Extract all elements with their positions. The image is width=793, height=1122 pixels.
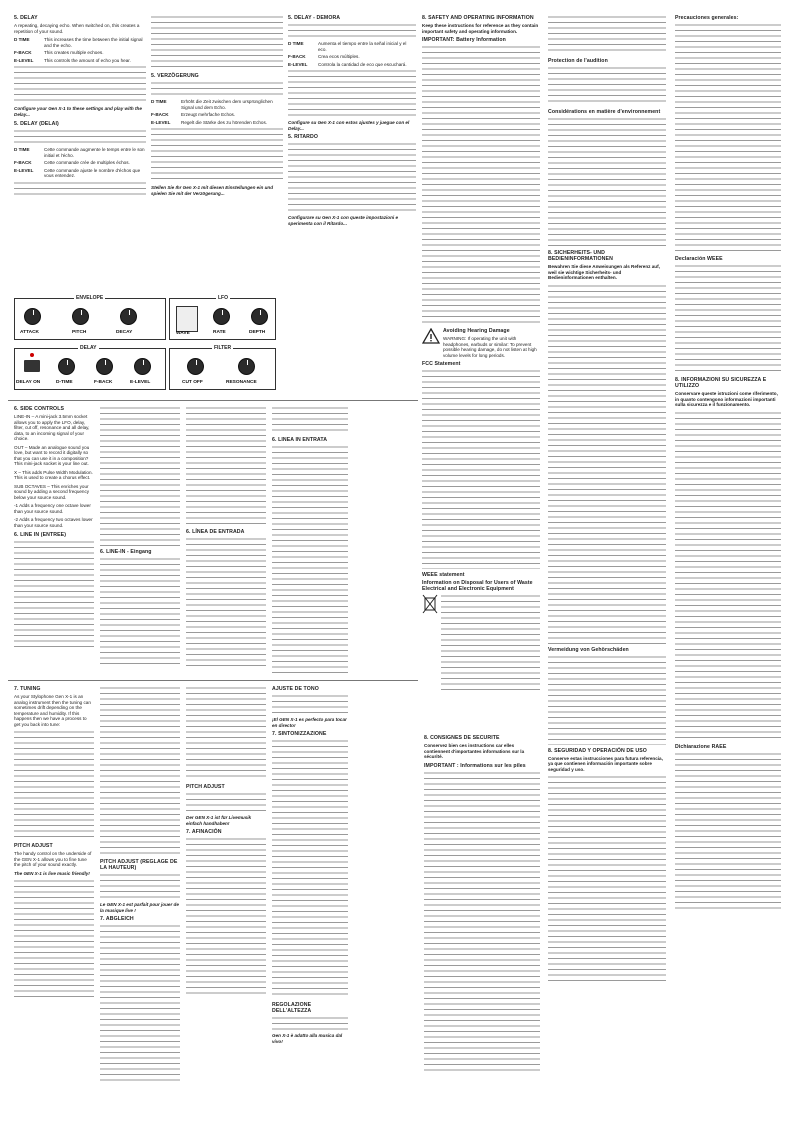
battery-heading: IMPORTANT: Battery Information	[422, 37, 506, 43]
delay-led	[30, 353, 34, 357]
divider	[8, 680, 418, 681]
section-title-fr: 5. DELAY (DELAI)	[14, 121, 59, 127]
body-text	[186, 686, 266, 781]
def-elevel-fr: E-LEVEL Cette commande ajuste le nombre d'échos que vous entendez.	[14, 167, 141, 178]
hearing-heading-fr: Protection de l'audition	[548, 58, 608, 64]
def-fback-es: F-BACK Crea ecos múltiples.	[288, 54, 360, 59]
warning-triangle-icon	[422, 328, 440, 344]
body-text	[100, 686, 180, 856]
hearing-warning	[422, 328, 540, 358]
warning-title: Avoiding Hearing Damage	[443, 328, 510, 334]
body-text	[675, 752, 781, 912]
filter-label: FILTER	[214, 345, 232, 351]
dtime-label: D-TIME	[56, 380, 73, 385]
body-text	[675, 264, 781, 374]
section-title-es: 8. SEGURIDAD Y OPERACIÓN DE USO	[548, 747, 647, 754]
body-text	[186, 792, 266, 812]
body-text	[14, 879, 94, 999]
italic-note: Le GEN X-1 est parfait pour jouer de la musique live !	[100, 902, 179, 913]
synth-panel-diagram	[14, 290, 277, 390]
pitch-heading-it: REGOLAZIONE DELL'ALTEZZA	[272, 1002, 312, 1014]
section-8-spanish-italian	[675, 15, 781, 912]
weee-subheading: Information on Disposal for Users of Waste Electrical and Electronic Equipment	[422, 580, 533, 592]
body-text	[100, 557, 180, 667]
body-text	[186, 537, 266, 667]
body-text	[288, 69, 416, 117]
section-7-german	[186, 686, 266, 997]
body-text	[151, 127, 283, 182]
section-title-de: 8. SICHERHEITS- UND BEDIENINFORMATIONEN	[548, 250, 613, 262]
rate-label: RATE	[213, 330, 226, 335]
resonance-knob	[238, 358, 255, 375]
body-text	[14, 129, 146, 145]
section-7-english	[14, 686, 94, 999]
divider	[8, 400, 418, 401]
subtitle-fr: Conservez bien ces instructions car elles contiennent d'importantes informations sur la sécurité.	[424, 743, 525, 759]
body-text	[548, 775, 666, 985]
body-text	[14, 181, 146, 197]
elevel-label: E-LEVEL	[130, 380, 151, 385]
section-5-spanish	[288, 15, 416, 229]
section-8-french	[424, 735, 540, 1071]
dtime-knob	[58, 358, 75, 375]
rate-knob	[213, 308, 230, 325]
fcc-heading: FCC Statement	[422, 361, 461, 367]
intro-text: A repeating, decaying echo. When switched on, this creates a repetition of your sound.	[14, 23, 140, 34]
attack-label: ATTACK	[20, 330, 40, 335]
para: As your Stylophone Gen X-1 is an analog instrument then the tuning can sometimes drift depending on the temperature and humidity. If this happens then we have a process to get you back into tune:	[14, 694, 91, 727]
def-elevel-de: E-LEVEL Regelt die Stärke des zu hörenden Echos.	[151, 119, 268, 125]
attack-knob	[24, 308, 41, 325]
fback-label: F-BACK	[94, 380, 113, 385]
italic-note: Configure su Gen X-1 con estos ajustes y juegue con el Delay...	[288, 120, 410, 131]
crossed-bin-icon	[422, 594, 438, 614]
italic-note: Der GEN X-1 ist für Livemusik einfach handhaben!	[186, 815, 252, 826]
warning-text: WARNING: If operating the unit with headphones, earbuds or similar: To prevent possible hearing damage, do not listen at high volume levels for long periods.	[443, 336, 537, 358]
lfo-label: LFO	[218, 295, 228, 301]
section-title: 7. TUNING	[14, 686, 41, 692]
section-7-italian	[272, 686, 348, 1047]
wave-label: WAVE	[176, 331, 190, 336]
italic-note: The GEN X-1 is live music friendly!	[14, 870, 90, 876]
section-6-german	[186, 406, 266, 667]
resonance-label: RESONANCE	[226, 380, 257, 385]
section-title: 5. DELAY	[14, 15, 38, 21]
subtitle: Keep these instructions for reference as they contain important safety and operating information.	[422, 23, 539, 34]
pitch-heading-de: PITCH ADJUST	[186, 784, 225, 790]
section-7-french	[100, 686, 180, 1084]
body-text	[100, 406, 180, 546]
envelope-label: ENVELOPE	[76, 295, 104, 301]
delay-on-label: DELAY ON	[16, 380, 41, 385]
body-text	[272, 445, 348, 675]
body-text	[548, 15, 666, 55]
section-title-it: 8. INFORMAZIONI SU SICUREZZA E UTILIZZO	[675, 377, 767, 389]
section-8-english	[422, 15, 540, 694]
para: SUB OCTAVES – This enriches your sound by adding a second frequency below your source sound.	[14, 483, 90, 500]
body-text	[548, 284, 666, 644]
body-text	[272, 406, 348, 434]
italic-note: ¡El GEN X-1 es perfecto para tocar en directo!	[272, 717, 347, 728]
body-text	[186, 837, 266, 997]
section-6-french	[100, 406, 180, 667]
section-title-it: 7. SINTONIZZAZIONE	[272, 731, 327, 737]
body-text	[272, 694, 348, 714]
section-title-it: 6. LINEA IN ENTRATA	[272, 437, 328, 443]
fback-knob	[96, 358, 113, 375]
section-title-fr: 8. CONSIGNES DE SÉCURITÉ	[424, 735, 500, 741]
def-fback-de: F-BACK Erzeugt mehrfache Echos.	[151, 112, 236, 117]
body-text	[272, 1016, 348, 1030]
body-text	[100, 924, 180, 1084]
section-title: 8. SAFETY AND OPERATING INFORMATION	[422, 15, 534, 21]
para: -2 Adds a frequency two octaves lower than your source sound.	[14, 517, 93, 528]
depth-knob	[251, 308, 268, 325]
body-text	[151, 81, 283, 97]
wave-switch	[176, 306, 198, 332]
subtitle-de: Bewahren Sie diese Anweisungen als Referenz auf, weil sie wichtige Sicherheits- und Bedieninformationen enthalten.	[548, 264, 660, 280]
section-title-es: 6. LINE-IN - Eingang	[100, 549, 152, 555]
body-text	[288, 142, 416, 212]
para: X – This adds Pulse Width Modulation. This is used to create a chorus effect.	[14, 469, 93, 480]
section-title: 5. VERZÖGERUNG	[151, 73, 199, 79]
body-text	[100, 873, 180, 899]
body-text	[441, 594, 540, 694]
para: LINE-IN – A mini-jack 3.5mm socket allows you to apply the LFO, delay, filter, cut off, resonance and all delay, data, to an incoming signal of your choice.	[14, 414, 90, 441]
general-precautions-es: Precauciones generales:	[675, 15, 739, 21]
decay-knob	[120, 308, 137, 325]
section-title-de: 6. LÍNEA DE ENTRADA	[186, 529, 245, 535]
body-text	[151, 15, 283, 70]
body-text	[186, 406, 266, 526]
delay-label: DELAY	[80, 345, 97, 351]
section-6-italian	[272, 406, 348, 675]
body-text	[14, 540, 94, 650]
def-elevel: E-LEVEL This controls the amount of echo you hear.	[14, 57, 131, 63]
section-6-english	[14, 406, 94, 650]
battery-heading-fr: IMPORTANT : Informations sur les piles	[424, 762, 526, 769]
elevel-knob	[134, 358, 151, 375]
hearing-heading-de: Vermeidung von Gehörschäden	[548, 646, 629, 653]
section-title: 6. SIDE CONTROLS	[14, 406, 65, 412]
pitch-label: PITCH	[72, 330, 87, 335]
def-elevel-es: E-LEVEL Controla la cantidad de eco que escuchará.	[288, 61, 407, 67]
italic-note: Gen X-1 è adatto alla musica dal vivo!	[272, 1033, 343, 1044]
section-title-fr: 6. LINE IN (ENTREE)	[14, 532, 67, 538]
body-text	[675, 411, 781, 741]
pitch-heading-fr: PITCH ADJUST (REGLAGE DE LA HAUTEUR)	[100, 859, 178, 871]
def-dtime-es: D TIME Aumenta el tiempo entre la señal inicial y el eco.	[288, 41, 407, 52]
pitch-heading-es: AJUSTE DE TONO	[272, 686, 319, 692]
weee-heading-es: Declaración WEEE	[675, 256, 723, 262]
weee-heading-it: Dichiarazione RAEE	[675, 743, 727, 750]
body-text	[288, 23, 416, 39]
weee-heading: WEEE statement	[422, 572, 465, 578]
section-5-english	[14, 15, 146, 197]
subtitle-it: Conservare queste istruzioni come riferimento, in quanto contengono informazioni importanti sulla sicurezza e il funzionamento.	[675, 391, 778, 407]
italic-note: Configure your Gen X-1 to these settings and play with the Delay...	[14, 106, 142, 117]
cutoff-knob	[187, 358, 204, 375]
subtitle-es: Conserve estas instrucciones para futura referencia, ya que contienen información importante sobre seguridad y uso.	[548, 755, 663, 772]
body-text	[675, 23, 781, 253]
body-text	[272, 739, 348, 999]
section-title-de: 7. ABGLEICH	[100, 916, 134, 922]
body-text	[14, 65, 146, 103]
def-dtime: D TIME This increases the time between the initial signal and the echo.	[14, 37, 143, 48]
def-fback: F-BACK This creates multiple echoes.	[14, 50, 104, 55]
depth-label: DEPTH	[249, 330, 266, 335]
cutoff-label: CUT OFF	[182, 380, 203, 385]
body-text	[548, 655, 666, 745]
section-title-es: 7. AFINACIÓN	[186, 829, 222, 835]
section-5-german	[151, 15, 283, 199]
body-text	[422, 45, 540, 325]
def-dtime-fr: D TIME Cette commande augmente le temps entre le son initial et l'écho.	[14, 147, 145, 158]
body-text	[548, 66, 666, 106]
delay-on-button-image	[24, 360, 40, 372]
para: The handy control on the underside of the GEN X-1 allows you to fine tune the pitch of your sound exactly.	[14, 851, 92, 867]
weee-heading-fr: Considérations en matière d'environnement	[548, 109, 661, 115]
italic-note: Stellen Sie Ihr Gen X-1 mit diesen Einstellungen ein und spielen Sie mit der Verzögerung...	[151, 185, 274, 196]
body-text	[548, 117, 666, 247]
pitch-knob	[72, 308, 89, 325]
def-fback-fr: F-BACK Cette commande crée de multiples échos.	[14, 160, 130, 165]
pitch-adjust-heading: PITCH ADJUST	[14, 843, 53, 849]
section-8-french-cont	[548, 15, 666, 985]
decay-label: DECAY	[116, 330, 133, 335]
weee-block	[422, 594, 540, 694]
para: -1 Adds a frequency one octave lower than your source sound.	[14, 503, 91, 514]
italic-note-it: Configurare su Gen X-1 con queste impostazioni e sperimenta con il Ritardo...	[288, 215, 399, 226]
body-text	[422, 369, 540, 569]
numbered-steps	[14, 730, 94, 840]
para: OUT – Made an analogue sound you love, but want to record it digitally so that you can use it in a composition? This mini-jack socket is your line out.	[14, 444, 90, 466]
def-dtime-de: D TIME Erhöht die Zeit zwischen dem ursprünglichen Signal und dem Echo.	[151, 99, 273, 110]
body-text	[424, 771, 540, 1071]
section-title-it: 5. RITARDO	[288, 134, 319, 140]
section-title: 5. DELAY - DEMORA	[288, 15, 341, 21]
